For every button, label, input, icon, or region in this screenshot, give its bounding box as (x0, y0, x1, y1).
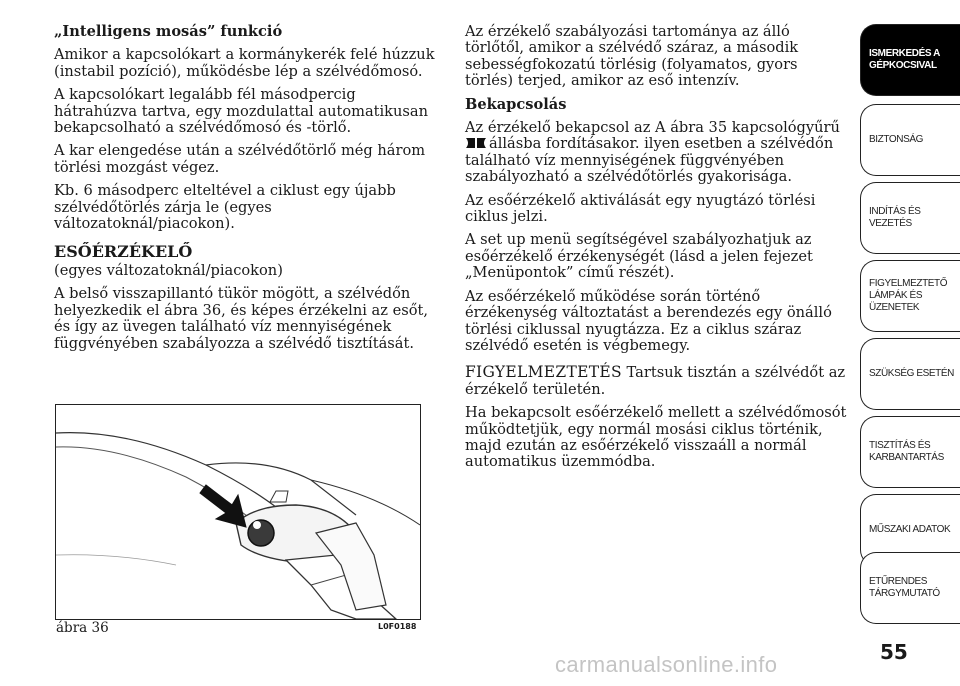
tab-getting-to-know[interactable] (860, 24, 960, 96)
tab-label: BIZTONSÁG (869, 134, 924, 145)
warning-text: Tartsuk tisztán a szélvédőt az érzékelő területén. (465, 364, 846, 398)
chapter-tabs (860, 0, 960, 686)
tab-safety[interactable] (860, 104, 960, 176)
tab-label: TISZTÍTÁS ÉS KARBANTARTÁS (869, 440, 944, 463)
section-title-activation: Bekapcsolás (465, 95, 567, 113)
tab-emergency[interactable] (860, 338, 960, 410)
paragraph-text: Az érzékelő bekapcsol az A ábra 35 kapcsológyűrű (465, 119, 840, 137)
warning-label: FIGYELMEZTETÉS (465, 363, 622, 382)
auto-wiper-icon (465, 137, 487, 149)
tab-label: ETŰRENDES TÁRGYMUTATÓ (869, 576, 940, 599)
paragraph: Amikor a kapcsolókart a kormánykerék felé húzzuk (instabil pozíció), működésbe lép a szélvédőmosó. (54, 46, 435, 80)
section-subheading: (egyes változatoknál/piacokon) (54, 261, 283, 279)
paragraph: Az érzékelő szabályozási tartománya az álló törlőtől, amikor a szélvédő száraz, a második sebességfokozatú törlésig (folyamatos, gyors törlés) terjed, amikor az eső intenzív. (465, 23, 799, 90)
figure-code: L0F0188 (378, 622, 417, 631)
page-number: 55 (880, 640, 908, 664)
section-title-intelligent-wash: „Intelligens mosás” funkció (54, 23, 283, 40)
left-column (54, 24, 439, 359)
tab-label: FIGYELMEZTETŐ LÁMPÁK ÉS ÜZENETEK (869, 278, 948, 313)
tab-warning-lights[interactable] (860, 260, 960, 332)
paragraph: A kapcsolókart legalább fél másodpercig hátrahúzva tartva, egy mozdulattal automatikusan bekapcsolható a szélvédőmosó és -törlő. (54, 86, 429, 137)
watermark: carmanualsonline.info (555, 652, 778, 677)
paragraph-text: állásba fordításakor. ilyen esetben a szélvédőn található víz mennyiségének függvényében szabályozható a szélvédőtörlés gyakorisága. (465, 135, 834, 186)
figure-36-illustration (55, 404, 421, 620)
section-heading-rain-sensor: ESŐÉRZÉKELŐ (54, 242, 193, 262)
paragraph: Az esőérzékelő aktiválását egy nyugtázó törlési ciklus jelzi. (465, 191, 816, 226)
right-column (465, 24, 850, 478)
paragraph: A belső visszapillantó tükör mögött, a szélvédőn helyezkedik el ábra 36, és képes érzékelni az esőt, és így az üvegen található víz mennyiségének függvényében szabályozza a szélvédő tisztítását. (54, 285, 428, 352)
paragraph: A kar elengedése után a szélvédőtörlő még három törlési mozgást végez. (54, 142, 426, 176)
warning-paragraph (465, 364, 850, 398)
tab-starting-driving[interactable] (860, 182, 960, 254)
paragraph: Kb. 6 másodperc elteltével a ciklust egy újabb szélvédőtörlés zárja le (egyes változatoknál/piacokon). (54, 182, 396, 233)
tab-maintenance[interactable] (860, 416, 960, 488)
rain-sensor-drawing (56, 405, 420, 619)
tab-label: MŰSZAKI ADATOK (869, 524, 951, 535)
paragraph: Az esőérzékelő működése során történő érzékenység változtatást a berendezés egy önálló törlési ciklussal nyugtázza. Ez a ciklus száraz szélvédő esetén is végbemegy. (465, 287, 832, 354)
paragraph: Ha bekapcsolt esőérzékelő mellett a szélvédőmosót működtetjük, egy normál mosási ciklus történik, majd ezután az esőérzékelő visszaáll a normál automatikus üzemmódba. (465, 404, 847, 471)
tab-label: INDÍTÁS ÉS VEZETÉS (869, 206, 921, 229)
tab-index[interactable] (860, 552, 960, 624)
paragraph-with-icon (465, 120, 850, 186)
paragraph: A set up menü segítségével szabályozhatjuk az esőérzékelő érzékenységét (lásd a jelen fejezet „Menüpontok” című részét). (465, 231, 813, 282)
tab-label: ISMERKEDÉS A GÉPKOCSIVAL (869, 48, 940, 71)
tab-label: SZÜKSÉG ESETÉN (869, 368, 954, 379)
figure-caption: ábra 36 (56, 620, 109, 636)
